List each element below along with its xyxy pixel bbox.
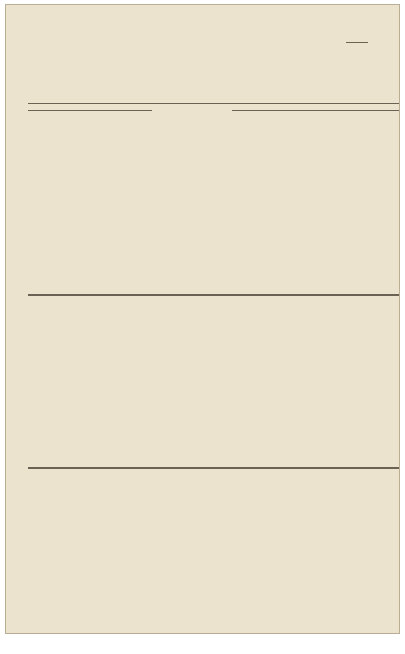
parts-bc-top-rule (28, 294, 400, 296)
archive-footer (0, 638, 405, 654)
form-sheet (5, 4, 400, 634)
table-top-rule (28, 103, 400, 104)
part-d-top-rule (28, 467, 400, 469)
